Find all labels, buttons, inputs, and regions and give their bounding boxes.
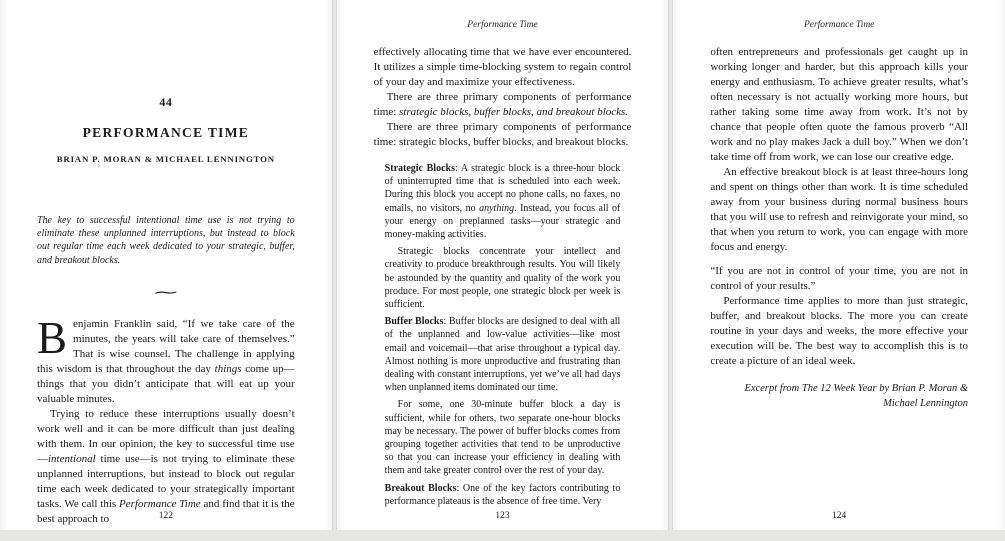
- page-number: 123: [495, 511, 510, 521]
- page-number: 122: [158, 511, 173, 521]
- body-paragraph: effectively allocating time that we have ever encountered. It utilizes a simple time-blocking system to regain control of your day and maximize your effectiveness.: [373, 46, 632, 88]
- chapter-authors: BRIAN P. MORAN & MICHAEL LENNINGTON: [56, 154, 275, 164]
- body-paragraph: Trying to reduce these interruptions usually doesn’t work well and it can be more difficult than just dealing with them. In our opinion, the key to successful time use—intentional time use—is not trying to eliminate these unplanned interruptions, but instead to block out regular time each week dedicated to your strategically important tasks. We call this Performance Time and find that it is the best approach to: [37, 407, 295, 525]
- body-paragraph: [37, 312, 295, 407]
- block-paragraph: For some, one 30-minute buffer block a day is sufficient, while for others, two separate one-hour blocks may be necessary. The power of buffer blocks comes from grouping together activities that tend to be unproductive so that you can increase your efficiency in dealing with them and take greater control over the rest of your day.: [384, 399, 621, 477]
- block-paragraph-buffer: Buffer Blocks: Buffer blocks are designed to deal with all of the unplanned and low-value activities—like most email and voicemail—that arise throughout a typical day. Almost nothing is more unproductive and frustrating than dealing with constant interruptions, yet we’ve all had days when unplanned items dominated our time.: [384, 316, 621, 394]
- page-number: 124: [832, 511, 847, 521]
- block-paragraph-strategic: Strategic Blocks: A strategic block is a three-hour block of uninterrupted time that is scheduled into each week. During this block you accept no phone calls, no faxes, no emails, no visitors, no anything. Instead, you focus all of your energy on preplanned tasks—your strategic and money-making activities.: [384, 163, 621, 241]
- chapter-title: PERFORMANCE TIME: [82, 125, 250, 140]
- running-header: Performance Time: [803, 20, 875, 30]
- block-paragraph-breakout: Breakout Blocks: One of the key factors contributing to performance plateaus is the absence of free time. Very: [384, 482, 621, 507]
- body-paragraph: An effective breakout block is at least three-hours long and spent on things other than work. It is time scheduled away from your business during normal business hours that you will use to refresh and reinvigorate your mind, so that when you return to work, you can engage with more focus and energy.: [710, 166, 969, 253]
- pull-quote-paragraph: “If you are not in control of your time, you are not in control of your results.”: [710, 265, 969, 292]
- body-paragraph: Performance time applies to more than just strategic, buffer, and breakout blocks. The more you can create routine in your days and weeks, the more effective your execution will be. The best way to accomplish this is to create a picture of an ideal week.: [710, 295, 969, 367]
- chapter-epigraph: The key to successful intentional time use is not trying to eliminate these unplanned interruptions, but instead to block out regular time each week dedicated to your strategic, buffer, and breakout blocks.: [37, 215, 295, 266]
- page-body: [710, 45, 968, 411]
- paragraph-text: enjamin Franklin said, “If we take care of the minutes, the years will take care of themselves.” That is wise counsel. The challenge in applying this wisdom is that throughout the day things come up—things that you didn’t anticipate that will eat up your valuable minutes.: [37, 317, 295, 405]
- page-body: [374, 45, 632, 508]
- block-quote-section: [385, 162, 621, 508]
- body-paragraph: There are three primary components of performance time: strategic blocks, buffer blocks, and breakout blocks.: [373, 91, 632, 118]
- block-paragraph: Strategic blocks concentrate your intellect and creativity to produce breakthrough results. You will likely be astounded by the quantity and quality of the work you produce. For most people, one strategic block per week is sufficient.: [384, 246, 621, 311]
- body-paragraph: There are three primary components of performance time: strategic blocks, buffer blocks, and breakout blocks.: [373, 121, 632, 148]
- running-header: Performance Time: [467, 20, 538, 30]
- page-middle: [336, 0, 670, 530]
- excerpt-attribution: Excerpt from The 12 Week Year by Brian P. Moran & Michael Lennington: [744, 383, 969, 409]
- page-right: [672, 0, 1005, 530]
- section-ornament: [37, 285, 295, 302]
- drop-cap: B: [37, 312, 68, 363]
- chapter-number: 44: [159, 95, 173, 109]
- ornament-glyph: ∼: [151, 285, 180, 301]
- body-paragraph: often entrepreneurs and professionals get caught up in working longer and harder, but this approach kills your energy and enthusiasm. To achieve greater results, what’s often necessary is not actually working more hours, but rather taking some time away from work. It’s not by chance that people often quote the famous proverb “All work and no play makes Jack a dull boy.” When we don’t take time off from work, we can lose our creative edge.: [710, 46, 969, 163]
- page-left: [0, 0, 333, 530]
